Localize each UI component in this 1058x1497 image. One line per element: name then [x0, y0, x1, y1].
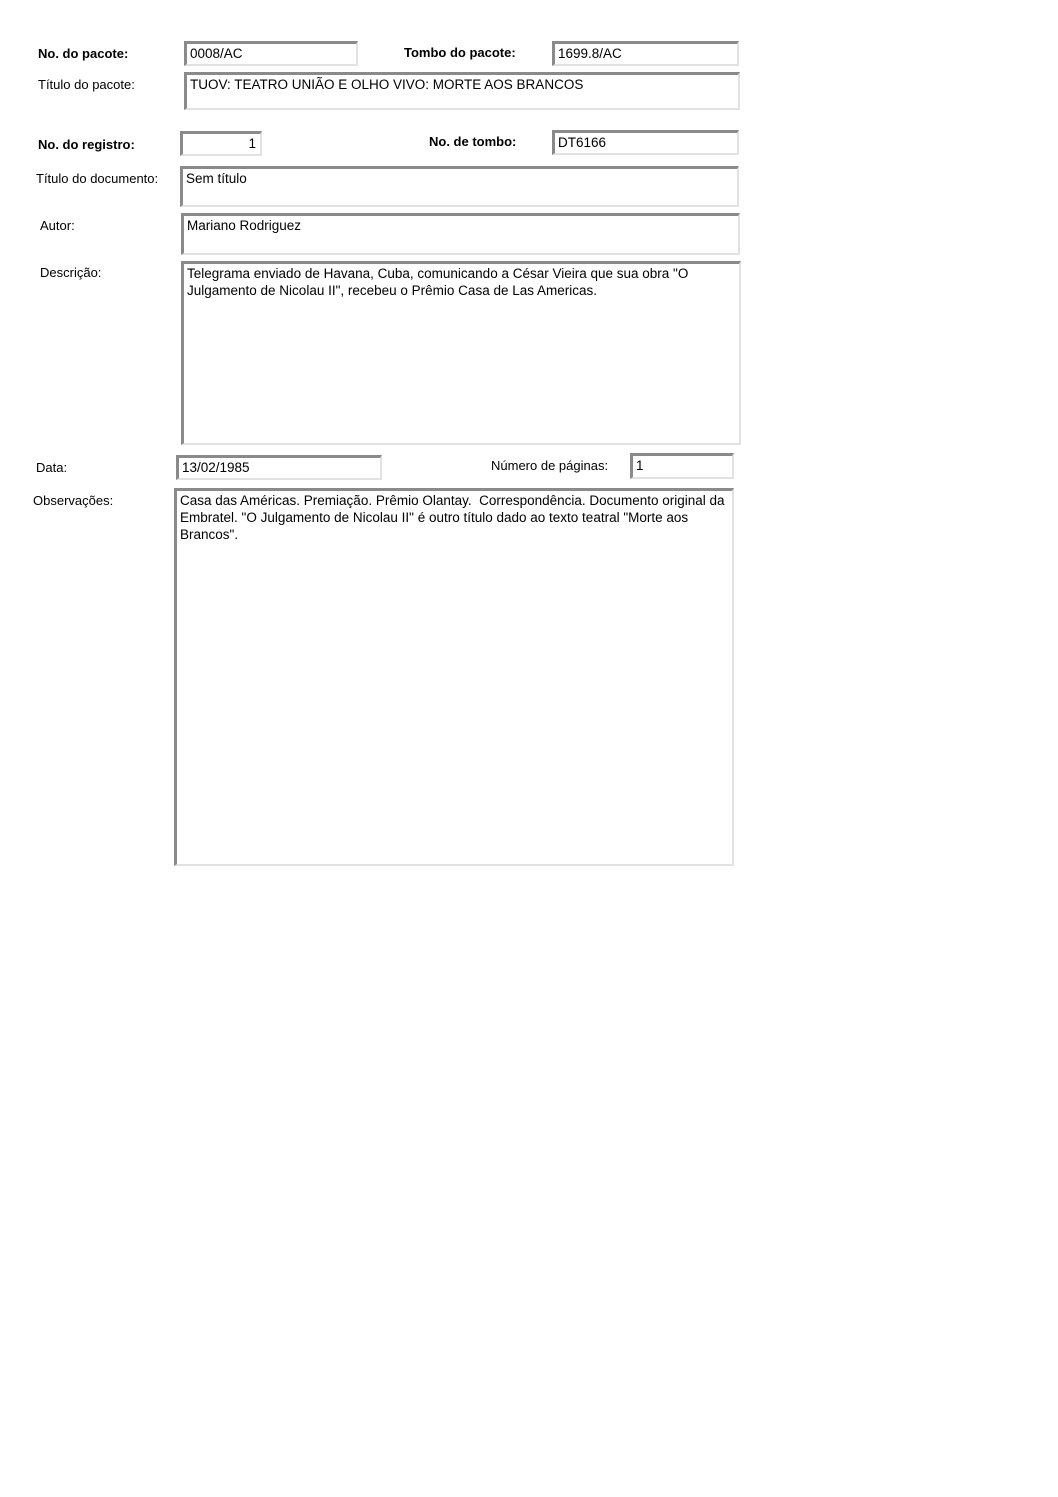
record-number-field[interactable]: 1	[180, 131, 262, 156]
page-count-field[interactable]: 1	[630, 453, 734, 479]
author-field[interactable]: Mariano Rodriguez	[181, 213, 740, 255]
tombo-number-field[interactable]: DT6166	[552, 130, 739, 155]
package-tombo-field[interactable]: 1699.8/AC	[552, 41, 739, 66]
document-title-label: Título do documento:	[36, 171, 159, 186]
date-label: Data:	[36, 460, 68, 475]
date-field[interactable]: 13/02/1985	[176, 455, 382, 480]
package-title-field[interactable]: TUOV: TEATRO UNIÃO E OLHO VIVO: MORTE AOS BRANCOS	[184, 72, 740, 110]
record-number-label: No. do registro:	[38, 137, 135, 152]
package-title-label: Título do pacote:	[38, 77, 135, 92]
description-field[interactable]: Telegrama enviado de Havana, Cuba, comunicando a César Vieira que sua obra "O Julgamento de Nicolau II", recebeu o Prêmio Casa de Las Americas.	[181, 261, 741, 445]
author-label: Autor:	[40, 218, 75, 233]
observations-field[interactable]: Casa das Américas. Premiação. Prêmio Olantay. Correspondência. Documento original da Embratel. "O Julgamento de Nicolau II" é outro título dado ao texto teatral "Morte aos Brancos".	[174, 488, 734, 866]
description-label: Descrição:	[40, 265, 102, 280]
package-number-field[interactable]: 0008/AC	[184, 41, 358, 66]
document-title-field[interactable]: Sem título	[180, 166, 739, 207]
page-count-label: Número de páginas:	[491, 458, 609, 473]
package-number-label: No. do pacote:	[38, 46, 129, 61]
observations-label: Observações:	[33, 493, 114, 508]
package-tombo-label: Tombo do pacote:	[404, 45, 516, 60]
tombo-number-label: No. de tombo:	[429, 134, 517, 149]
